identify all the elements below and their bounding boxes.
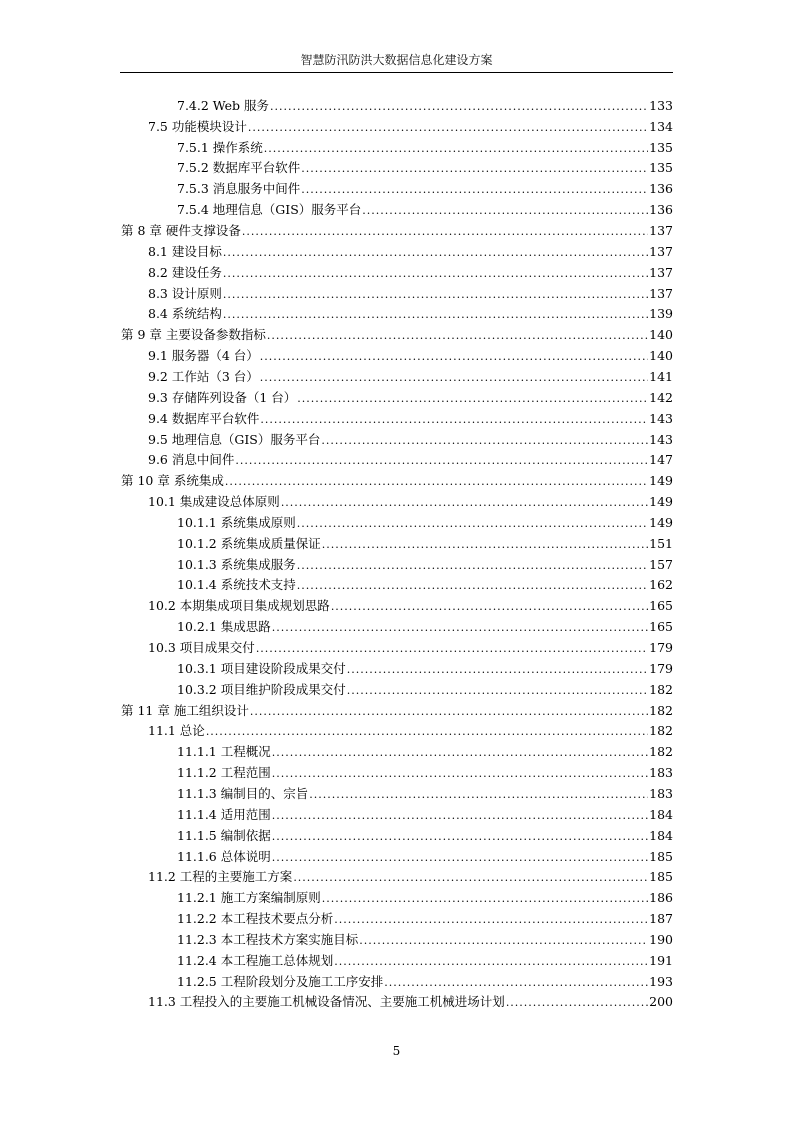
toc-entry[interactable] <box>0 138 793 159</box>
toc-entry[interactable] <box>0 763 793 784</box>
toc-dot-leader <box>272 808 648 824</box>
toc-entry[interactable] <box>0 325 793 346</box>
toc-entry[interactable] <box>0 826 793 847</box>
toc-entry[interactable] <box>0 555 793 576</box>
toc-entry-page: 136 <box>649 181 673 197</box>
toc-entry-label: 9.5 地理信息（GIS）服务平台 <box>148 431 321 447</box>
toc-entry-line <box>148 452 673 469</box>
toc-dot-leader <box>225 474 648 490</box>
toc-dot-leader <box>272 745 648 761</box>
toc-entry-line <box>148 432 673 449</box>
toc-entry-line <box>177 160 673 177</box>
toc-entry[interactable] <box>0 534 793 555</box>
toc-entry-label: 11.1.1 工程概况 <box>177 744 271 760</box>
toc-entry-line <box>148 265 673 282</box>
toc-entry-line <box>177 849 673 866</box>
toc-dot-leader <box>260 349 648 365</box>
toc-entry-page: 185 <box>649 869 673 885</box>
toc-dot-leader <box>334 954 648 970</box>
toc-entry-label: 第 11 章 施工组织设计 <box>121 702 249 718</box>
toc-dot-leader <box>223 287 648 303</box>
toc-entry-page: 182 <box>649 723 673 739</box>
toc-entry[interactable] <box>0 305 793 326</box>
toc-entry[interactable] <box>0 909 793 930</box>
toc-dot-leader <box>334 912 648 928</box>
toc-entry[interactable] <box>0 680 793 701</box>
toc-entry[interactable] <box>0 367 793 388</box>
toc-entry[interactable] <box>0 471 793 492</box>
toc-entry-line <box>177 202 673 219</box>
toc-entry[interactable] <box>0 430 793 451</box>
toc-entry-label: 11.2.1 施工方案编制原则 <box>177 890 321 906</box>
toc-entry-page: 179 <box>649 660 673 676</box>
toc-dot-leader <box>359 933 648 949</box>
toc-entry-label: 10.1.2 系统集成质量保证 <box>177 535 321 551</box>
toc-entry-line <box>148 390 673 407</box>
toc-entry-label: 11.1.3 编制目的、宗旨 <box>177 785 309 801</box>
toc-entry[interactable] <box>0 513 793 534</box>
toc-dot-leader <box>272 620 648 636</box>
toc-entry-page: 134 <box>649 118 673 134</box>
toc-dot-leader <box>264 141 648 157</box>
toc-entry-line <box>121 327 673 344</box>
toc-entry[interactable] <box>0 159 793 180</box>
toc-entry-page: 135 <box>649 160 673 176</box>
toc-entry[interactable] <box>0 242 793 263</box>
toc-entry-line <box>148 411 673 428</box>
toc-entry-label: 8.2 建设任务 <box>148 264 222 280</box>
toc-dot-leader <box>384 975 648 991</box>
toc-dot-leader <box>242 224 648 240</box>
toc-entry-label: 第 9 章 主要设备参数指标 <box>121 327 266 343</box>
header-rule <box>120 72 673 73</box>
toc-entry[interactable] <box>0 993 793 1014</box>
toc-entry-page: 182 <box>649 702 673 718</box>
toc-entry-line <box>177 619 673 636</box>
toc-entry-line <box>148 494 673 511</box>
toc-entry-page: 165 <box>649 619 673 635</box>
toc-dot-leader <box>223 245 648 261</box>
toc-entry[interactable] <box>0 346 793 367</box>
toc-dot-leader <box>322 891 648 907</box>
toc-entry-page: 151 <box>649 535 673 551</box>
toc-entry-label: 11.1 总论 <box>148 723 205 739</box>
toc-entry[interactable] <box>0 701 793 722</box>
toc-entry-page: 137 <box>649 243 673 259</box>
toc-entry[interactable] <box>0 784 793 805</box>
toc-entry[interactable] <box>0 117 793 138</box>
toc-entry[interactable] <box>0 659 793 680</box>
toc-entry[interactable] <box>0 179 793 200</box>
toc-entry[interactable] <box>0 847 793 868</box>
toc-entry-page: 183 <box>649 785 673 801</box>
toc-entry-line <box>177 557 673 574</box>
toc-entry-page: 147 <box>649 452 673 468</box>
toc-entry[interactable] <box>0 284 793 305</box>
toc-entry-page: 140 <box>649 348 673 364</box>
toc-entry-line <box>177 828 673 845</box>
toc-entry-label: 10.1.1 系统集成原则 <box>177 514 296 530</box>
toc-entry-label: 11.2 工程的主要施工方案 <box>148 869 293 885</box>
toc-dot-leader <box>293 870 648 886</box>
toc-entry-label: 8.3 设计原则 <box>148 285 222 301</box>
toc-entry[interactable] <box>0 805 793 826</box>
toc-entry-label: 10.2.1 集成思路 <box>177 619 271 635</box>
toc-entry[interactable] <box>0 888 793 909</box>
toc-entry-line <box>121 703 673 720</box>
toc-entry-label: 10.3 项目成果交付 <box>148 640 255 656</box>
toc-entry-label: 第 8 章 硬件支撑设备 <box>121 223 241 239</box>
toc-entry-line <box>177 536 673 553</box>
toc-entry-line <box>177 661 673 678</box>
toc-entry-page: 137 <box>649 223 673 239</box>
toc-dot-leader <box>322 537 648 553</box>
toc-entry-page: 185 <box>649 848 673 864</box>
toc-entry[interactable] <box>0 722 793 743</box>
toc-entry[interactable] <box>0 450 793 471</box>
toc-entry-label: 7.4.2 Web 服务 <box>177 97 269 113</box>
page-number: 5 <box>392 1044 401 1058</box>
toc-dot-leader <box>206 724 648 740</box>
toc-entry-line <box>177 932 673 949</box>
toc-entry-line <box>177 98 673 115</box>
toc-entry-page: 136 <box>649 202 673 218</box>
toc-entry[interactable] <box>0 576 793 597</box>
toc-dot-leader <box>297 578 648 594</box>
toc-entry-label: 10.1.4 系统技术支持 <box>177 577 296 593</box>
toc-entry-label: 11.2.5 工程阶段划分及施工工序安排 <box>177 973 384 989</box>
toc-entry-page: 142 <box>649 389 673 405</box>
toc-entry-page: 183 <box>649 765 673 781</box>
toc-entry-page: 190 <box>649 931 673 947</box>
header-title: 智慧防汛防洪大数据信息化建设方案 <box>300 53 493 67</box>
toc-dot-leader <box>347 683 648 699</box>
toc-entry-page: 139 <box>649 306 673 322</box>
toc-entry-page: 193 <box>649 973 673 989</box>
toc-entry-page: 137 <box>649 264 673 280</box>
toc-entry-line <box>177 181 673 198</box>
toc-entry-line <box>121 473 673 490</box>
toc-entry-line <box>148 286 673 303</box>
toc-entry-label: 9.6 消息中间件 <box>148 452 235 468</box>
toc-entry-line <box>148 723 673 740</box>
toc-dot-leader <box>281 495 648 511</box>
toc-entry-label: 8.4 系统结构 <box>148 306 222 322</box>
toc-entry[interactable] <box>0 96 793 117</box>
toc-entry-label: 11.2.2 本工程技术要点分析 <box>177 911 334 927</box>
toc-entry-line <box>177 890 673 907</box>
toc-entry[interactable] <box>0 617 793 638</box>
toc-entry-line <box>121 223 673 240</box>
toc-entry-page: 149 <box>649 473 673 489</box>
toc-entry-page: 191 <box>649 952 673 968</box>
toc-entry[interactable] <box>0 951 793 972</box>
toc-entry-line <box>148 640 673 657</box>
toc-entry-page: 143 <box>649 410 673 426</box>
toc-dot-leader <box>272 829 648 845</box>
toc-entry-line <box>148 306 673 323</box>
toc-entry[interactable] <box>0 972 793 993</box>
toc-entry-line <box>148 119 673 136</box>
toc-dot-leader <box>223 307 648 323</box>
toc-entry-page: 179 <box>649 640 673 656</box>
toc-entry-label: 7.5.2 数据库平台软件 <box>177 160 301 176</box>
toc-entry-page: 149 <box>649 514 673 530</box>
toc-entry-line <box>177 786 673 803</box>
toc-entry[interactable] <box>0 221 793 242</box>
toc-entry-page: 162 <box>649 577 673 593</box>
toc-entry-page: 141 <box>649 368 673 384</box>
toc-entry-label: 第 10 章 系统集成 <box>121 473 224 489</box>
toc-entry-label: 10.3.2 项目维护阶段成果交付 <box>177 681 346 697</box>
toc-entry-page: 200 <box>649 994 673 1010</box>
toc-entry-page: 149 <box>649 494 673 510</box>
toc-entry[interactable] <box>0 596 793 617</box>
toc-dot-leader <box>272 850 648 866</box>
toc-entry-label: 11.1.4 适用范围 <box>177 806 271 822</box>
toc-dot-leader <box>223 266 648 282</box>
toc-entry-label: 8.1 建设目标 <box>148 243 222 259</box>
toc-entry-line <box>177 911 673 928</box>
toc-dot-leader <box>301 161 648 177</box>
toc-entry[interactable] <box>0 638 793 659</box>
toc-entry-page: 157 <box>649 556 673 572</box>
toc-dot-leader <box>297 391 648 407</box>
toc-entry-page: 140 <box>649 327 673 343</box>
toc-entry-label: 9.4 数据库平台软件 <box>148 410 260 426</box>
toc-entry[interactable] <box>0 200 793 221</box>
toc-entry-line <box>177 577 673 594</box>
toc-entry-label: 10.3.1 项目建设阶段成果交付 <box>177 660 346 676</box>
toc-entry-page: 186 <box>649 890 673 906</box>
toc-entry-line <box>148 244 673 261</box>
toc-dot-leader <box>297 516 648 532</box>
toc-entry-label: 9.2 工作站（3 台） <box>148 368 259 384</box>
toc-entry-line <box>177 682 673 699</box>
toc-entry-line <box>177 744 673 761</box>
toc-entry-label: 11.1.6 总体说明 <box>177 848 271 864</box>
toc-entry-label: 9.1 服务器（4 台） <box>148 348 259 364</box>
toc-entry[interactable] <box>0 492 793 513</box>
toc-entry-label: 10.2 本期集成项目集成规划思路 <box>148 598 330 614</box>
toc-entry-label: 7.5.3 消息服务中间件 <box>177 181 301 197</box>
toc-entry-page: 143 <box>649 431 673 447</box>
toc-entry-page: 137 <box>649 285 673 301</box>
toc-entry[interactable] <box>0 263 793 284</box>
toc-entry-line <box>177 974 673 991</box>
toc-entry-line <box>148 994 673 1011</box>
toc-entry-line <box>177 807 673 824</box>
toc-entry[interactable] <box>0 388 793 409</box>
toc-dot-leader <box>248 120 648 136</box>
toc-entry-label: 7.5.4 地理信息（GIS）服务平台 <box>177 202 362 218</box>
toc-dot-leader <box>301 182 648 198</box>
toc-entry-line <box>148 348 673 365</box>
toc-entry-line <box>148 369 673 386</box>
toc-dot-leader <box>270 99 648 115</box>
toc-entry-label: 7.5 功能模块设计 <box>148 118 247 134</box>
toc-dot-leader <box>297 558 648 574</box>
toc-entry[interactable] <box>0 742 793 763</box>
toc-entry[interactable] <box>0 409 793 430</box>
toc-dot-leader <box>321 433 648 449</box>
toc-entry-page: 182 <box>649 744 673 760</box>
toc-entry-page: 135 <box>649 139 673 155</box>
toc-dot-leader <box>272 766 648 782</box>
toc-dot-leader <box>347 662 648 678</box>
toc-entry-line <box>148 869 673 886</box>
toc-dot-leader <box>260 412 648 428</box>
toc-entry-page: 182 <box>649 681 673 697</box>
toc-entry[interactable] <box>0 930 793 951</box>
toc-entry-label: 11.2.4 本工程施工总体规划 <box>177 952 334 968</box>
toc-dot-leader <box>309 787 648 803</box>
toc-dot-leader <box>506 995 648 1011</box>
toc-dot-leader <box>260 370 648 386</box>
toc-entry-label: 10.1 集成建设总体原则 <box>148 494 280 510</box>
toc-dot-leader <box>256 641 648 657</box>
toc-entry-page: 187 <box>649 911 673 927</box>
toc-dot-leader <box>235 453 648 469</box>
toc-entry-line <box>177 953 673 970</box>
toc-dot-leader <box>362 203 648 219</box>
toc-entry-page: 165 <box>649 598 673 614</box>
toc-entry-page: 184 <box>649 827 673 843</box>
toc-entry-label: 11.2.3 本工程技术方案实施目标 <box>177 931 359 947</box>
toc-dot-leader <box>267 328 648 344</box>
toc-entry[interactable] <box>0 867 793 888</box>
toc-entry-label: 11.1.2 工程范围 <box>177 765 271 781</box>
toc-entry-line <box>177 515 673 532</box>
toc-dot-leader <box>250 704 648 720</box>
toc-dot-leader <box>331 599 648 615</box>
toc-entry-line <box>148 598 673 615</box>
toc-entry-page: 133 <box>649 97 673 113</box>
toc-entry-line <box>177 765 673 782</box>
toc-entry-line <box>177 140 673 157</box>
toc-entry-label: 10.1.3 系统集成服务 <box>177 556 296 572</box>
toc-entry-label: 11.3 工程投入的主要施工机械设备情况、主要施工机械进场计划 <box>148 994 505 1010</box>
toc-entry-label: 7.5.1 操作系统 <box>177 139 263 155</box>
toc-entry-page: 184 <box>649 806 673 822</box>
toc-entry-label: 9.3 存储阵列设备（1 台） <box>148 389 297 405</box>
toc-entry-label: 11.1.5 编制依据 <box>177 827 271 843</box>
